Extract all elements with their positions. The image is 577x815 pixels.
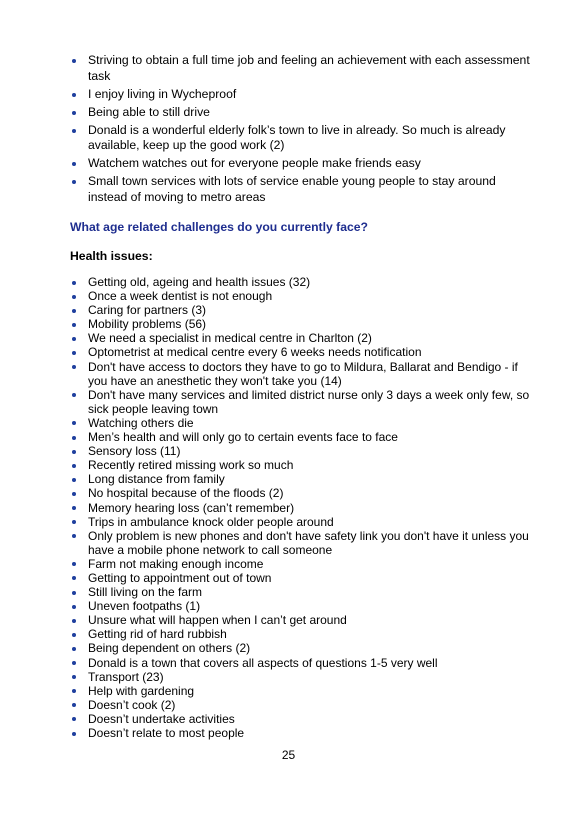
list-item: Uneven footpaths (1) — [70, 599, 530, 613]
list-item: Donald is a wonderful elderly folk’s town to live in already. So much is already available, keep up the good work (2) — [70, 123, 530, 154]
list-item: Getting rid of hard rubbish — [70, 627, 530, 641]
list-item: Small town services with lots of service enable young people to stay around instead of moving to metro areas — [70, 174, 530, 205]
page-number: 25 — [281, 748, 296, 762]
list-item: Getting to appointment out of town — [70, 571, 530, 585]
list-item: Don't have access to doctors they have to go to Mildura, Ballarat and Bendigo - if you have an anesthetic they won't take you (14) — [70, 360, 530, 388]
list-item: Caring for partners (3) — [70, 303, 530, 317]
list-item: Still living on the farm — [70, 585, 530, 599]
health-issues-list — [70, 275, 530, 740]
list-item: Being able to still drive — [70, 105, 530, 121]
list-item: Long distance from family — [70, 472, 530, 486]
list-item: Being dependent on others (2) — [70, 641, 530, 655]
list-item: Once a week dentist is not enough — [70, 289, 530, 303]
list-item: Men’s health and will only go to certain events face to face — [70, 430, 530, 444]
list-item: Donald is a town that covers all aspects of questions 1-5 very well — [70, 656, 530, 670]
list-item: Getting old, ageing and health issues (32) — [70, 275, 530, 289]
list-item: Don't have many services and limited district nurse only 3 days a week only few, so sick people leaving town — [70, 388, 530, 416]
list-item: Transport (23) — [70, 670, 530, 684]
list-item: Recently retired missing work so much — [70, 458, 530, 472]
list-item: Unsure what will happen when I can’t get around — [70, 613, 530, 627]
list-item: Doesn’t relate to most people — [70, 726, 530, 740]
list-item: Only problem is new phones and don't have safety link you don't have it unless you have a mobile phone network to call someone — [70, 529, 530, 557]
health-issues-heading: Health issues: — [70, 249, 153, 263]
list-item: Farm not making enough income — [70, 557, 530, 571]
positive-comments-list — [70, 53, 530, 208]
list-item: Doesn’t cook (2) — [70, 698, 530, 712]
list-item: I enjoy living in Wycheproof — [70, 87, 530, 103]
list-item: Watching others die — [70, 416, 530, 430]
section-heading: What age related challenges do you currently face? — [70, 220, 368, 234]
list-item: Striving to obtain a full time job and feeling an achievement with each assessment task — [70, 53, 530, 84]
list-item: Trips in ambulance knock older people around — [70, 515, 530, 529]
list-item: We need a specialist in medical centre in Charlton (2) — [70, 331, 530, 345]
list-item: Watchem watches out for everyone people make friends easy — [70, 156, 530, 172]
list-item: Mobility problems (56) — [70, 317, 530, 331]
list-item: Doesn’t undertake activities — [70, 712, 530, 726]
list-item: No hospital because of the floods (2) — [70, 486, 530, 500]
list-item: Sensory loss (11) — [70, 444, 530, 458]
list-item: Memory hearing loss (can’t remember) — [70, 501, 530, 515]
list-item: Help with gardening — [70, 684, 530, 698]
list-item: Optometrist at medical centre every 6 weeks needs notification — [70, 345, 530, 359]
